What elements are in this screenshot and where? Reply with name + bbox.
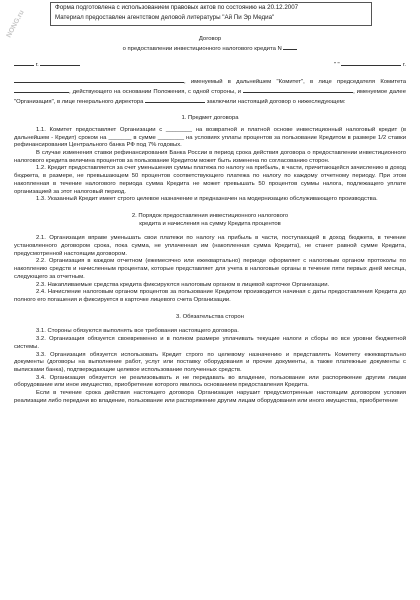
clause-1-3: 1.3. Указанный Кредит имеет строго целевое назначение и предназначен на модернизацию обслуживающего производства.	[36, 196, 378, 203]
header-line-1: Форма подготовлена с использованием правовых актов по состоянию на 20.12.2007	[55, 4, 299, 11]
section-2-title-line-2: кредита и начисления на сумму Кредита процентов	[139, 220, 281, 227]
clause-3-1: 3.1. Стороны обязуются выполнять все требования настоящего договора.	[36, 328, 239, 335]
clause-3-3: 3.3. Организация обязуется использовать Кредит строго по целевому назначению и представлять Комитету ежеквартально документы (договоры на выполнение работ, услуг или поставку оборудования и прочие документы, а также платежные документы с выписками банка), подтверждающие целевое использование полученных средств.	[14, 351, 406, 373]
document-body	[14, 28, 406, 405]
clause-1-2: 1.2. Кредит предоставляется за счет уменьшения суммы платежа по налогу на прибыль, в части, причитающейся зачислению в доход бюджета, в размере, не превышающем 50 процентов соответствующего платежа по налогу по каждому отчетному периоду. При этом накопленная в течение налогового периода сумма Кредита не может превышать 50 процентов суммы налога, подлежащего уплате организацией за этот налоговый период.	[14, 165, 406, 195]
date-field: " " г.	[333, 62, 406, 69]
clause-3-4: 3.4. Организация обязуется не реализовывать и не передавать во владение, пользование или распоряжение другим лицам оборудование или иное имущество, приобретение которого явилось основанием предоставления Кредита.	[14, 374, 406, 389]
clause-1-1-note: В случае изменения ставки рефинансирования Банка России в период срока действия договора о предоставлении инвестиционного налогового кредита величина процентов за пользование Кредитом может быть изменена по согласованию сторон.	[14, 150, 406, 164]
clause-2-1: 2.1. Организация вправе уменьшать свои платежи по налогу на прибыль в части, поступающей в доход бюджета, в течение установленного договором срока, пока сумма, не уплаченная им (накопленная сумма Кредита), не станет равной сумме Кредита, предусмотренной настоящим договором.	[14, 235, 406, 257]
document-subtitle: о предоставлении инвестиционного налогового кредита N	[14, 44, 406, 54]
source-header	[50, 2, 372, 26]
section-2-title-line-1: 2. Порядок предоставления инвестиционного налогового	[131, 212, 289, 219]
clause-1-1: 1.1. Комитет предоставляет Организации с ________ на возвратной и платной основе инвестиционный налоговый кредит (в дальнейшем - Кредит) сроком на _______ в сумме ________ на условиях уплаты процентов за пользование Кредитом в размере 1/2 ставки рефинансирования Центрального банка РФ под 7% годовых.	[14, 126, 406, 149]
svg-text:NONG.ru: NONG.ru	[5, 9, 26, 39]
clause-2-3: 2.3. Накапливаемые средства кредита фиксируются налоговым органом в лицевой карточке Организации.	[36, 281, 330, 288]
clause-2-4: 2.4. Начисление налоговым органом процентов за пользование Кредитом производится начиная с даты предоставления Кредита до полного его погашения и фиксируется в карточке лицевого счета Организации.	[14, 289, 406, 303]
place-date-row	[14, 60, 406, 70]
header-line-2: Материал предоставлен агентством деловой литературы "Ай Пи Эр Медиа"	[55, 14, 275, 21]
clause-3-2: 3.2. Организация обязуется своевременно и в полном размере уплачивать текущие налоги и сборы во все уровни бюджетной системы.	[14, 336, 406, 350]
city-field: г.	[14, 60, 80, 70]
contract-number-blank	[283, 44, 297, 50]
section-1-title: 1. Предмет договора	[181, 115, 239, 122]
document-title: Договор	[198, 36, 222, 42]
preamble: , именуемый в дальнейшем "Комитет", в лице председателя Комитета , действующего на основании Положения, с одной стороны, и , именуемое далее "Организация", в лице генерального директора заключили настоящий договор о нижеследующем:	[14, 79, 406, 105]
section-3-title: 3. Обязательства сторон	[176, 313, 244, 320]
clause-3-5: Если в течение срока действия настоящего договора Организация нарушит предусмотренные настоящим договором условия реализации либо передачи во владение, пользование или распоряжение другим лицам оборудования или иного имущества, приобретение	[14, 390, 406, 404]
clause-2-2: 2.2. Организация в каждом отчетном (ежемесячно или ежеквартально) периоде оформляет с налоговым органом протоколы по накоплению средств и начисленным процентам, которые представляет для учета в налоговые органы в течение пяти первых дней месяца, следующего за отчетным.	[14, 258, 406, 280]
